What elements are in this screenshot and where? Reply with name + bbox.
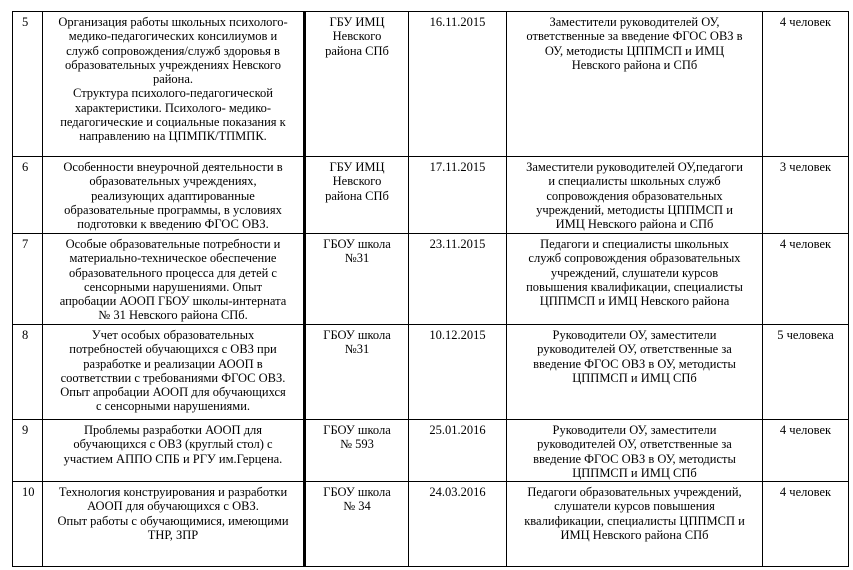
audience-line: Руководители ОУ, заместители — [552, 423, 717, 437]
audience-line: руководителей ОУ, ответственные за — [537, 342, 732, 357]
topic-cell — [43, 482, 305, 567]
audience-line: квалификации, специалисты ЦППМСП и — [524, 513, 745, 528]
participants-count-cell: 4 человек — [763, 482, 849, 567]
topic-line: Опыт апробации АООП для обучающихся — [60, 385, 286, 400]
topic-line: характеристики. Психолого- медико- — [74, 100, 272, 115]
topic-line: Организация работы школьных психолого- — [58, 15, 288, 29]
topic-line: реализующих адаптированные — [91, 188, 255, 203]
audience-line: сопровождения образовательных — [546, 188, 723, 203]
audience-line: слушатели курсов повышения — [554, 499, 715, 514]
topic-line: подготовки к введению ФГОС ОВЗ. — [77, 217, 269, 232]
audience-line: служб сопровождения образовательных — [528, 251, 741, 266]
audience-cell — [507, 482, 763, 567]
place-line: ГБУ ИМЦ — [329, 160, 385, 174]
audience-line: ответственные за введение ФГОС ОВЗ в — [526, 29, 743, 44]
venue-cell — [305, 157, 409, 234]
audience-line: руководителей ОУ, ответственные за — [537, 437, 732, 452]
topic-line: образовательные программы, в условиях — [64, 202, 282, 217]
topic-cell — [43, 325, 305, 420]
date-cell: 24.03.2016 — [409, 482, 507, 567]
topic-line: Опыт работы с обучающимися, имеющими — [57, 513, 289, 528]
audience-line: учреждений, методисты ЦППМСП и — [536, 202, 733, 217]
row-number-cell: 10 — [13, 482, 43, 567]
audience-line: Педагоги образовательных учреждений, — [527, 485, 742, 500]
place-line: ГБОУ школа — [323, 423, 391, 437]
date-cell: 17.11.2015 — [409, 157, 507, 234]
venue-cell — [305, 234, 409, 325]
topic-line: № 31 Невского района СПб. — [98, 308, 248, 323]
place-line: района СПб — [325, 43, 389, 58]
audience-line: введение ФГОС ОВЗ в ОУ, методисты — [533, 451, 736, 466]
date-cell: 25.01.2016 — [409, 420, 507, 482]
participants-count-cell: 5 человека — [763, 325, 849, 420]
topic-line: Проблемы разработки АООП для — [83, 423, 263, 437]
participants-count-cell: 3 человек — [763, 157, 849, 234]
topic-line: обучающихся с ОВЗ (круглый стол) с — [73, 437, 273, 452]
date-cell: 10.12.2015 — [409, 325, 507, 420]
row-number-cell: 5 — [13, 12, 43, 157]
topic-line: АООП для обучающихся с ОВЗ. — [87, 499, 259, 514]
topic-cell — [43, 12, 305, 157]
venue-cell — [305, 420, 409, 482]
audience-line: ИМЦ Невского района СПб — [560, 528, 709, 543]
audience-cell — [507, 12, 763, 157]
audience-cell — [507, 157, 763, 234]
audience-line: ИМЦ Невского района и СПб — [555, 217, 714, 232]
table-row — [13, 12, 849, 157]
row-number-cell: 8 — [13, 325, 43, 420]
audience-cell — [507, 325, 763, 420]
topic-line: апробации АООП ГБОУ школы-интерната — [59, 294, 287, 309]
place-line: ГБУ ИМЦ — [329, 15, 385, 29]
audience-line: Педагоги и специалисты школьных — [540, 237, 729, 251]
audience-line: ЦППМСП и ИМЦ СПб — [572, 465, 697, 480]
venue-cell — [305, 325, 409, 420]
topic-line: разработке и реализации АООП в — [83, 356, 263, 371]
topic-line: направлению на ЦПМПК/ТПМПК. — [79, 129, 267, 144]
topic-line: с сенсорными нарушениями. — [95, 399, 251, 414]
participants-count-cell: 4 человек — [763, 12, 849, 157]
audience-line: Заместители руководителей ОУ,педагоги — [526, 160, 743, 174]
topic-line: служб сопровождения/служб здоровья в — [66, 43, 280, 58]
place-line: района СПб — [325, 188, 389, 203]
audience-line: ОУ, методисты ЦППМСП и ИМЦ — [544, 43, 725, 58]
topic-line: педагогические и социальные показания к — [60, 115, 286, 130]
place-line: Невского — [332, 29, 382, 44]
topic-line: Технология конструирования и разработки — [58, 485, 288, 500]
place-line: № 593 — [340, 437, 374, 452]
topic-line: ТНР, ЗПР — [147, 528, 199, 543]
topic-line: медико-педагогических консилиумов и — [68, 29, 278, 44]
audience-line: ЦППМСП и ИМЦ СПб — [572, 370, 697, 385]
venue-cell — [305, 12, 409, 157]
audience-line: повышения квалификации, специалисты — [526, 279, 743, 294]
topic-line: участием АППО СПБ и РГУ им.Герцена. — [63, 451, 283, 466]
topic-cell — [43, 157, 305, 234]
topic-line: соответствии с требованиями ФГОС ОВЗ. — [60, 370, 286, 385]
audience-line: Заместители руководителей ОУ, — [549, 15, 720, 29]
topic-line: потребностей обучающихся с ОВЗ при — [69, 342, 277, 357]
table-row — [13, 420, 849, 482]
topic-line: Учет особых образовательных — [91, 328, 255, 342]
audience-line: ЦППМСП и ИМЦ Невского района — [539, 294, 730, 309]
place-line: Невского — [332, 174, 382, 189]
topic-line: района. — [152, 72, 194, 87]
date-cell: 16.11.2015 — [409, 12, 507, 157]
topic-cell — [43, 420, 305, 482]
topic-cell — [43, 234, 305, 325]
table-row — [13, 157, 849, 234]
place-line: ГБОУ школа — [323, 485, 391, 500]
audience-line: и специалисты школьных служб — [548, 174, 721, 189]
events-table — [12, 11, 849, 567]
topic-line: сенсорными нарушениями. Опыт — [83, 279, 263, 294]
topic-line: образовательных учреждениях Невского — [65, 57, 281, 72]
topic-line: материально-техническое обеспечение — [69, 251, 277, 266]
place-line: ГБОУ школа — [323, 237, 391, 251]
audience-line: учреждений, слушатели курсов — [550, 265, 719, 280]
topic-line: Структура психолого-педагогической — [73, 86, 273, 101]
topic-line: образовательных учреждениях, — [89, 174, 257, 189]
venue-cell — [305, 482, 409, 567]
row-number-cell: 9 — [13, 420, 43, 482]
audience-line: введение ФГОС ОВЗ в ОУ, методисты — [533, 356, 736, 371]
place-line: №31 — [344, 251, 370, 266]
topic-line: Особые образовательные потребности и — [65, 237, 281, 251]
audience-line: Руководители ОУ, заместители — [552, 328, 717, 342]
row-number-cell: 7 — [13, 234, 43, 325]
audience-cell — [507, 420, 763, 482]
table-row — [13, 482, 849, 567]
participants-count-cell: 4 человек — [763, 420, 849, 482]
topic-line: Особенности внеурочной деятельности в — [63, 160, 283, 174]
row-number-cell: 6 — [13, 157, 43, 234]
events-table-body — [13, 12, 849, 567]
table-row — [13, 325, 849, 420]
table-row — [13, 234, 849, 325]
date-cell: 23.11.2015 — [409, 234, 507, 325]
topic-line: образовательного процесса для детей с — [69, 265, 277, 280]
audience-cell — [507, 234, 763, 325]
place-line: № 34 — [343, 499, 371, 514]
place-line: ГБОУ школа — [323, 328, 391, 342]
participants-count-cell: 4 человек — [763, 234, 849, 325]
place-line: №31 — [344, 342, 370, 357]
audience-line: Невского района и СПб — [571, 57, 698, 72]
